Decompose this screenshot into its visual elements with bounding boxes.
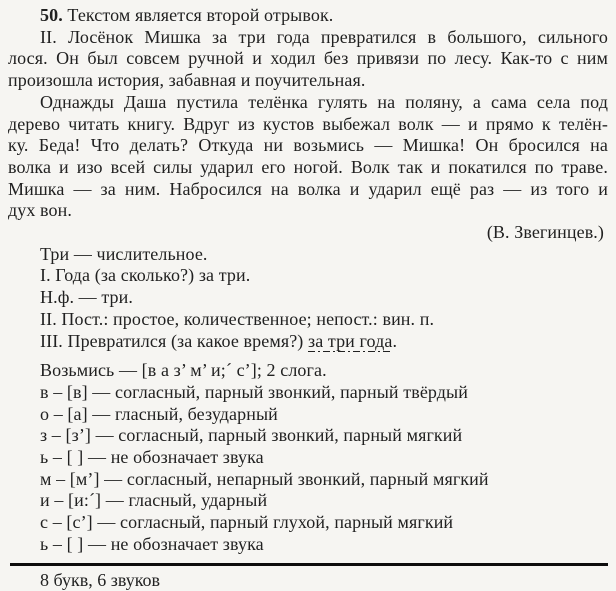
divider-rule: [10, 563, 608, 566]
text-line: дерево читать книгу. Вдруг из кустов выбежал волк — и прямо к телён-: [8, 113, 608, 134]
document-lines: [8, 5, 608, 556]
text-line: I. Года (за сколько?) за три.: [40, 265, 251, 286]
text-line: Мишка — за ним. Набросился на волка и ударил ещё раз — из того и: [8, 178, 608, 199]
letters-sounds-summary: 8 букв, 6 звуков: [40, 569, 161, 590]
text-line: произошла история, забавная и поучительная.: [8, 70, 366, 91]
text-line: лося. Он был совсем ручной и ходил без привязи по лесу. Как-то с ним: [8, 48, 608, 69]
text-line: Возьмись — [в а з’ м’ и;´ с’]; 2 слога.: [40, 360, 327, 381]
text-line: с – [с’] — согласный, парный глухой, парный мягкий: [40, 512, 454, 533]
text-line: Однажды Даша пустила телёнка гулять на поляну, а сама села под: [40, 91, 608, 112]
text-line: II. Пост.: простое, количественное; непост.: вин. п.: [40, 308, 435, 329]
text-line: дух вон.: [8, 200, 72, 221]
text-line: 50. Текстом является второй отрывок.: [40, 5, 334, 25]
text-line: ку. Беда! Что делать? Откуда ни возьмись — Мишка! Он бросился на: [8, 135, 608, 156]
text-line: в – [в] — согласный, парный звонкий, парный твёрдый: [40, 381, 468, 402]
text-line: волка и изо всей силы ударил его ногой. Волк так и покатился по траве.: [8, 156, 608, 177]
text-line: ь – [ ] — не обозначает звука: [40, 447, 264, 468]
text-line: ь – [ ] — не обозначает звука: [40, 533, 264, 554]
text-line: з – [з’] — согласный, парный звонкий, парный мягкий: [40, 425, 463, 446]
text-line: III. Превратился (за какое время?) за три года.: [40, 330, 398, 351]
text-line: о – [а] — гласный, безударный: [40, 403, 278, 424]
text-line: Н.ф. — три.: [40, 287, 133, 308]
text-line: м – [м’] — согласный, непарный звонкий, парный мягкий: [40, 468, 489, 489]
text-line: (В. Звегинцев.): [486, 222, 604, 243]
text-line: и – [и:´] — гласный, ударный: [40, 490, 268, 511]
text-line: II. Лосёнок Мишка за три года превратился в большого, сильного: [40, 26, 608, 47]
text-line: Три — числительное.: [40, 243, 208, 264]
underlined-phrase: за три года: [307, 330, 393, 351]
